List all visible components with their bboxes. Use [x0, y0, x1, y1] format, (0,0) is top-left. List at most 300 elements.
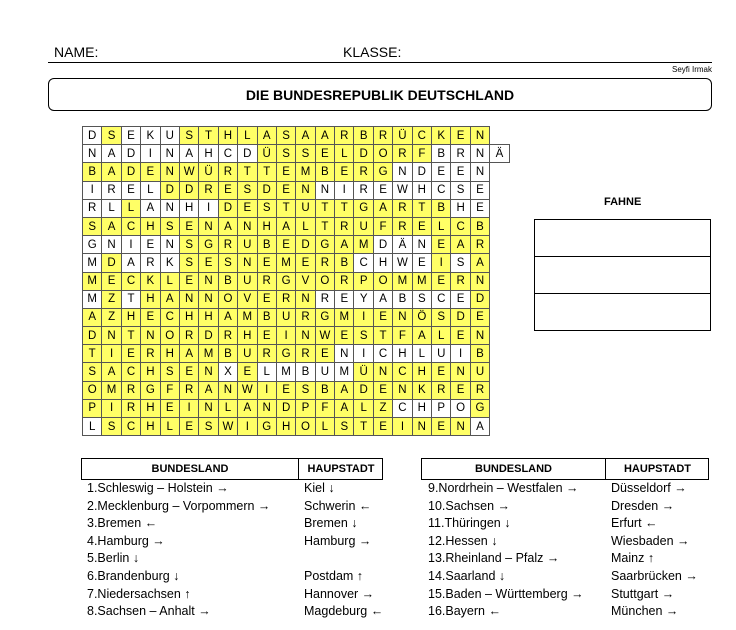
- grid-row: [83, 145, 510, 163]
- grid-cell: I: [393, 418, 412, 436]
- grid-cell: I: [102, 399, 121, 417]
- grid-cell: N: [102, 327, 121, 345]
- grid-cell: I: [335, 181, 354, 199]
- grid-row: [83, 418, 510, 436]
- state-name: 9.Nordrhein – Westfalen →: [428, 481, 579, 495]
- grid-cell: M: [102, 381, 121, 399]
- grid-cell: W: [393, 181, 412, 199]
- capital-name: Saarbrücken →: [611, 568, 698, 583]
- grid-cell: E: [335, 163, 354, 181]
- grid-row: [83, 181, 510, 199]
- flag-stripe-top: [535, 220, 710, 257]
- grid-cell: E: [432, 236, 451, 254]
- grid-row: [83, 381, 510, 399]
- grid-cell: K: [141, 272, 160, 290]
- author-credit: Seyfi Irmak: [671, 65, 712, 74]
- grid-cell: N: [238, 254, 257, 272]
- grid-row: [83, 308, 510, 326]
- grid-cell: N: [257, 399, 276, 417]
- grid-cell: A: [141, 199, 160, 217]
- grid-cell: S: [238, 181, 257, 199]
- grid-cell: D: [179, 181, 198, 199]
- grid-cell: Ä: [490, 145, 509, 163]
- grid-cell: U: [470, 363, 489, 381]
- grid-cell: B: [257, 308, 276, 326]
- grid-cell: H: [412, 363, 431, 381]
- grid-cell: T: [315, 199, 334, 217]
- grid-cell: L: [432, 327, 451, 345]
- grid-cell: B: [432, 199, 451, 217]
- grid-cell: E: [121, 345, 140, 363]
- grid-cell: L: [296, 217, 315, 235]
- capital-name: Bremen ↓: [304, 516, 358, 531]
- grid-cell: M: [276, 254, 295, 272]
- grid-cell: N: [160, 163, 179, 181]
- grid-cell: I: [354, 345, 373, 363]
- grid-cell: N: [83, 145, 102, 163]
- grid-cell: S: [276, 127, 295, 145]
- grid-cell: T: [315, 217, 334, 235]
- grid-cell: P: [432, 399, 451, 417]
- grid-cell: M: [83, 290, 102, 308]
- state-name: 15.Baden – Württemberg →: [428, 586, 584, 601]
- grid-cell: M: [199, 345, 218, 363]
- column-header-capital: HAUPSTADT: [307, 463, 375, 475]
- grid-cell: A: [102, 217, 121, 235]
- grid-cell: R: [296, 345, 315, 363]
- grid-cell: S: [335, 418, 354, 436]
- grid-row: [83, 199, 510, 217]
- grid-cell: A: [218, 308, 237, 326]
- list-item: [81, 568, 383, 586]
- grid-cell: A: [257, 127, 276, 145]
- grid-cell: F: [393, 327, 412, 345]
- grid-cell: N: [296, 290, 315, 308]
- grid-cell: N: [218, 381, 237, 399]
- grid-cell: N: [238, 217, 257, 235]
- grid-cell: M: [354, 236, 373, 254]
- grid-cell: G: [354, 199, 373, 217]
- grid-cell: E: [373, 181, 392, 199]
- grid-cell: B: [470, 345, 489, 363]
- grid-cell: E: [276, 163, 295, 181]
- grid-cell: E: [141, 236, 160, 254]
- grid-cell: L: [160, 418, 179, 436]
- grid-cell: L: [121, 199, 140, 217]
- grid-cell: R: [354, 181, 373, 199]
- grid-cell: N: [199, 363, 218, 381]
- grid-cell: R: [315, 254, 334, 272]
- grid-cell: B: [315, 163, 334, 181]
- grid-cell: E: [432, 418, 451, 436]
- capital-name: Schwerin ←: [304, 498, 372, 513]
- grid-cell: G: [141, 381, 160, 399]
- grid-cell: T: [121, 327, 140, 345]
- grid-cell: Z: [102, 308, 121, 326]
- grid-cell: H: [257, 217, 276, 235]
- state-name: 14.Saarland ↓: [428, 568, 506, 583]
- state-name: 8.Sachsen – Anhalt →: [87, 604, 211, 619]
- grid-cell: B: [432, 145, 451, 163]
- grid-cell: S: [432, 308, 451, 326]
- grid-cell: L: [160, 272, 179, 290]
- grid-cell: B: [470, 217, 489, 235]
- grid-cell: B: [218, 345, 237, 363]
- list-item: [421, 568, 709, 586]
- grid-cell: R: [102, 181, 121, 199]
- grid-cell: M: [83, 254, 102, 272]
- state-name: 11.Thüringen ↓: [428, 516, 511, 531]
- grid-cell: L: [102, 199, 121, 217]
- grid-cell: E: [257, 254, 276, 272]
- grid-cell: R: [218, 327, 237, 345]
- grid-cell: E: [179, 418, 198, 436]
- grid-cell: S: [257, 199, 276, 217]
- capital-name: Postdam ↑: [304, 568, 364, 583]
- grid-cell: D: [121, 145, 140, 163]
- grid-cell: O: [296, 418, 315, 436]
- grid-cell: S: [102, 418, 121, 436]
- grid-cell: A: [102, 145, 121, 163]
- grid-cell: U: [238, 345, 257, 363]
- grid-cell: N: [199, 217, 218, 235]
- grid-cell: S: [199, 418, 218, 436]
- state-name: 6.Brandenburg ↓: [87, 568, 180, 583]
- grid-cell: G: [276, 272, 295, 290]
- grid-cell: N: [199, 290, 218, 308]
- capital-name: Stuttgart →: [611, 586, 675, 601]
- grid-cell: D: [354, 145, 373, 163]
- grid-cell: E: [238, 363, 257, 381]
- grid-cell: S: [160, 363, 179, 381]
- grid-cell: A: [83, 308, 102, 326]
- grid-cell: U: [276, 308, 295, 326]
- grid-cell: L: [257, 363, 276, 381]
- grid-cell: E: [276, 181, 295, 199]
- grid-cell: D: [276, 399, 295, 417]
- grid-cell: E: [451, 327, 470, 345]
- grid-cell: B: [354, 127, 373, 145]
- column-header-capital: HAUPSTADT: [623, 463, 691, 475]
- grid-cell: E: [141, 308, 160, 326]
- grid-cell: I: [102, 345, 121, 363]
- grid-cell: N: [160, 145, 179, 163]
- grid-cell: A: [373, 199, 392, 217]
- grid-cell: H: [141, 399, 160, 417]
- grid-cell: I: [238, 418, 257, 436]
- grid-cell: D: [296, 236, 315, 254]
- grid-cell: E: [218, 181, 237, 199]
- column-header-state: BUNDESLAND: [151, 463, 229, 475]
- grid-cell: R: [393, 217, 412, 235]
- grid-cell: L: [354, 399, 373, 417]
- grid-cell: H: [121, 308, 140, 326]
- grid-cell: Z: [373, 399, 392, 417]
- grid-cell: P: [354, 272, 373, 290]
- flag-box: [534, 219, 711, 331]
- grid-cell: S: [218, 254, 237, 272]
- grid-cell: U: [315, 363, 334, 381]
- grid-cell: B: [218, 272, 237, 290]
- grid-cell: O: [373, 145, 392, 163]
- grid-cell: W: [393, 254, 412, 272]
- grid-cell: C: [393, 363, 412, 381]
- grid-cell: M: [296, 163, 315, 181]
- grid-cell: H: [141, 290, 160, 308]
- grid-cell: O: [83, 381, 102, 399]
- grid-cell: N: [470, 327, 489, 345]
- grid-cell: B: [393, 290, 412, 308]
- grid-cell: A: [160, 290, 179, 308]
- grid-cell: S: [296, 381, 315, 399]
- capital-name: Hannover →: [304, 586, 375, 601]
- grid-row: [83, 236, 510, 254]
- grid-cell: N: [470, 163, 489, 181]
- grid-cell: H: [218, 127, 237, 145]
- grid-cell: E: [373, 308, 392, 326]
- grid-cell: K: [160, 254, 179, 272]
- grid-cell: T: [412, 199, 431, 217]
- grid-cell: A: [373, 290, 392, 308]
- grid-cell: Ü: [393, 127, 412, 145]
- grid-cell: S: [276, 145, 295, 163]
- grid-cell: N: [160, 236, 179, 254]
- grid-cell: W: [315, 327, 334, 345]
- capital-name: Wiesbaden →: [611, 533, 690, 548]
- grid-cell: R: [373, 127, 392, 145]
- grid-cell: A: [296, 127, 315, 145]
- state-name: 3.Bremen ←: [87, 516, 158, 531]
- grid-cell: E: [451, 381, 470, 399]
- grid-cell: E: [257, 327, 276, 345]
- grid-cell: E: [335, 290, 354, 308]
- grid-row: [83, 290, 510, 308]
- grid-cell: R: [257, 272, 276, 290]
- grid-cell: U: [238, 236, 257, 254]
- grid-cell: E: [315, 145, 334, 163]
- grid-cell: E: [238, 199, 257, 217]
- grid-cell: I: [451, 345, 470, 363]
- grid-cell: T: [199, 127, 218, 145]
- grid-cell: N: [141, 327, 160, 345]
- grid-cell: N: [412, 236, 431, 254]
- grid-cell: R: [451, 145, 470, 163]
- grid-cell: E: [373, 381, 392, 399]
- grid-cell: E: [121, 127, 140, 145]
- grid-cell: N: [470, 145, 489, 163]
- grid-cell: N: [296, 327, 315, 345]
- name-line: [48, 62, 712, 63]
- grid-cell: N: [412, 418, 431, 436]
- state-name: 7.Niedersachsen ↑: [87, 586, 191, 601]
- grid-cell: A: [470, 254, 489, 272]
- grid-row: [83, 345, 510, 363]
- grid-cell: N: [393, 308, 412, 326]
- grid-cell: M: [335, 363, 354, 381]
- states-table-left: [81, 458, 383, 621]
- grid-cell: K: [432, 127, 451, 145]
- state-name: 10.Sachsen →: [428, 498, 510, 513]
- grid-cell: N: [160, 199, 179, 217]
- grid-cell: Y: [354, 290, 373, 308]
- grid-cell: D: [102, 254, 121, 272]
- grid-cell: G: [257, 418, 276, 436]
- grid-cell: H: [199, 308, 218, 326]
- grid-cell: L: [315, 418, 334, 436]
- grid-cell: S: [451, 254, 470, 272]
- grid-cell: D: [354, 381, 373, 399]
- grid-cell: A: [335, 399, 354, 417]
- grid-cell: H: [199, 145, 218, 163]
- grid-cell: N: [451, 363, 470, 381]
- list-item: [81, 533, 383, 551]
- table-header-left: [81, 458, 383, 480]
- grid-cell: E: [470, 308, 489, 326]
- grid-cell: U: [238, 272, 257, 290]
- grid-cell: H: [160, 345, 179, 363]
- grid-cell: U: [296, 199, 315, 217]
- grid-cell: C: [373, 345, 392, 363]
- state-name: 2.Mecklenburg – Vorpommern →: [87, 498, 271, 513]
- grid-row: [83, 254, 510, 272]
- grid-cell: N: [335, 345, 354, 363]
- grid-cell: R: [470, 236, 489, 254]
- grid-cell: E: [470, 181, 489, 199]
- grid-cell: E: [373, 418, 392, 436]
- grid-cell: F: [412, 145, 431, 163]
- grid-cell: K: [141, 127, 160, 145]
- grid-cell: C: [218, 145, 237, 163]
- grid-cell: E: [179, 363, 198, 381]
- grid-cell: U: [432, 345, 451, 363]
- grid-cell: S: [83, 217, 102, 235]
- grid-row: [83, 327, 510, 345]
- grid-cell: C: [354, 254, 373, 272]
- grid-cell: E: [432, 163, 451, 181]
- list-item: [81, 480, 383, 498]
- grid-cell: R: [354, 163, 373, 181]
- grid-cell: C: [393, 399, 412, 417]
- grid-cell: C: [432, 290, 451, 308]
- grid-cell: R: [432, 381, 451, 399]
- grid-cell: B: [257, 236, 276, 254]
- grid-row: [83, 163, 510, 181]
- grid-cell: Ü: [354, 363, 373, 381]
- capital-name: Dresden →: [611, 498, 675, 513]
- name-label: NAME:: [54, 44, 99, 60]
- list-item: [421, 586, 709, 604]
- grid-cell: A: [179, 145, 198, 163]
- grid-cell: U: [354, 217, 373, 235]
- grid-cell: I: [199, 199, 218, 217]
- grid-cell: O: [451, 399, 470, 417]
- grid-cell: H: [179, 199, 198, 217]
- grid-cell: N: [296, 181, 315, 199]
- grid-cell: D: [238, 145, 257, 163]
- grid-cell: S: [102, 127, 121, 145]
- grid-row: [83, 127, 510, 145]
- grid-cell: E: [257, 290, 276, 308]
- grid-cell: R: [121, 381, 140, 399]
- grid-cell: D: [218, 199, 237, 217]
- grid-cell: A: [102, 363, 121, 381]
- capital-name: Hamburg →: [304, 533, 372, 548]
- grid-cell: Ä: [393, 236, 412, 254]
- grid-cell: G: [470, 399, 489, 417]
- states-table-right: [421, 458, 709, 621]
- grid-cell: E: [276, 236, 295, 254]
- grid-cell: N: [373, 363, 392, 381]
- grid-cell: I: [121, 236, 140, 254]
- grid-cell: S: [412, 290, 431, 308]
- grid-row: [83, 272, 510, 290]
- grid-cell: G: [83, 236, 102, 254]
- grid-cell: C: [121, 363, 140, 381]
- grid-cell: H: [393, 345, 412, 363]
- grid-cell: W: [238, 381, 257, 399]
- grid-cell: I: [257, 381, 276, 399]
- grid-cell: G: [315, 236, 334, 254]
- grid-cell: R: [257, 345, 276, 363]
- grid-cell: Ö: [412, 308, 431, 326]
- grid-cell: S: [179, 254, 198, 272]
- flag-stripe-bottom: [535, 294, 710, 330]
- list-item: [421, 550, 709, 568]
- grid-cell: H: [373, 254, 392, 272]
- grid-cell: G: [199, 236, 218, 254]
- grid-cell: A: [470, 418, 489, 436]
- grid-cell: E: [412, 254, 431, 272]
- list-item: [421, 515, 709, 533]
- grid-cell: N: [199, 272, 218, 290]
- grid-cell: S: [160, 217, 179, 235]
- grid-cell: A: [121, 254, 140, 272]
- grid-cell: T: [83, 345, 102, 363]
- capital-name: Düsseldorf →: [611, 481, 687, 495]
- column-header-state: BUNDESLAND: [475, 463, 552, 475]
- grid-cell: D: [199, 327, 218, 345]
- grid-cell: R: [335, 272, 354, 290]
- grid-cell: E: [141, 163, 160, 181]
- grid-cell: N: [393, 163, 412, 181]
- grid-cell: F: [160, 381, 179, 399]
- page-title: DIE BUNDESREPUBLIK DEUTSCHLAND: [245, 86, 515, 103]
- grid-cell: L: [83, 418, 102, 436]
- grid-cell: D: [121, 163, 140, 181]
- grid-cell: N: [393, 381, 412, 399]
- grid-cell: G: [315, 308, 334, 326]
- list-item: [81, 550, 383, 568]
- grid-cell: S: [83, 363, 102, 381]
- grid-cell: R: [393, 145, 412, 163]
- grid-cell: L: [335, 145, 354, 163]
- grid-cell: N: [179, 290, 198, 308]
- state-name: 4.Hamburg →: [87, 533, 165, 548]
- capital-name: Kiel ↓: [304, 481, 335, 495]
- flag-label: FAHNE: [604, 196, 642, 208]
- grid-cell: A: [335, 381, 354, 399]
- grid-cell: W: [218, 418, 237, 436]
- state-name: 16.Bayern ←: [428, 604, 501, 619]
- grid-cell: E: [121, 181, 140, 199]
- grid-cell: A: [412, 327, 431, 345]
- grid-cell: D: [257, 181, 276, 199]
- grid-row: [83, 363, 510, 381]
- grid-cell: A: [199, 381, 218, 399]
- grid-cell: H: [179, 308, 198, 326]
- grid-cell: S: [179, 127, 198, 145]
- grid-cell: M: [335, 308, 354, 326]
